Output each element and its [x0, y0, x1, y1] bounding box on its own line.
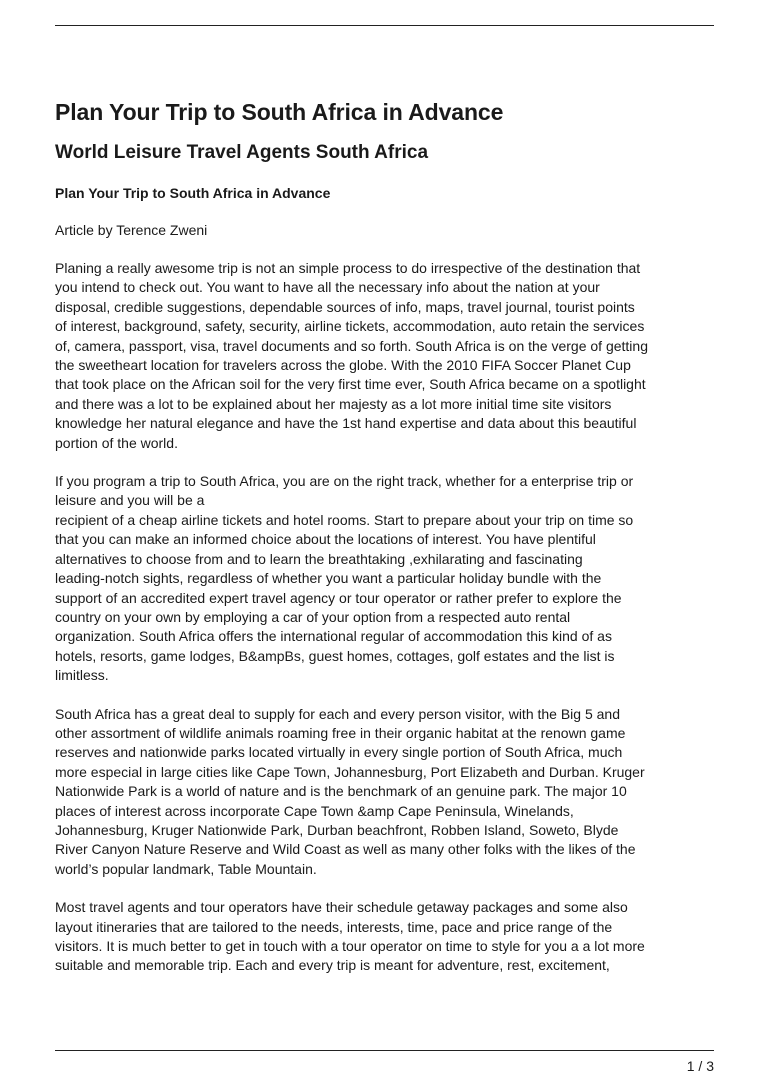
- author-line: Article by Terence Zweni: [55, 222, 208, 238]
- article-heading: Plan Your Trip to South Africa in Advance: [55, 185, 331, 201]
- document-subtitle: World Leisure Travel Agents South Africa: [55, 142, 429, 163]
- page-number: 1 / 3: [686, 1058, 714, 1074]
- document-title: Plan Your Trip to South Africa in Advance: [55, 99, 504, 125]
- document-body: [55, 96, 717, 976]
- top-divider: [55, 25, 714, 26]
- paragraph-2: If you program a trip to South Africa, you are on the right track, whether for a enterprise trip or leisure and you will be a recipient of a cheap airline tickets and hotel rooms. Start to prepare about your trip on time so that you can make an informed choice about the locations of interest. You have plentiful alternatives to choose from and to learn the breathtaking ,exhilarating and fascinating leading-notch sights, regardless of whether you want a particular holiday bundle with the support of an accredited expert travel agency or tour operator or rather prefer to explore the country on your own by employing a car of your option from a respected auto rental organization. South Africa offers the international regular of accommodation this kind of as hotels, resorts, game lodges, B&ampBs, guest homes, cottages, golf estates and the list is limitless.: [55, 473, 634, 684]
- paragraph-1: Planing a really awesome trip is not an simple process to do irrespective of the destination that you intend to check out. You want to have all the necessary info about the nation at your disposal, credible suggestions, dependable sources of info, maps, travel journal, tourist points of interest, background, safety, security, airline tickets, accommodation, auto retain the services of, camera, passport, visa, travel documents and so forth. South Africa is on the verge of getting the sweetheart location for travelers across the globe. With the 2010 FIFA Soccer Planet Cup that took place on the African soil for the very first time ever, South Africa became on a spotlight and there was a lot to be explained about her majesty as a lot more initial time site visitors knowledge her natural elegance and have the 1st hand expertise and data about this beautiful portion of the world.: [55, 260, 648, 451]
- paragraph-4: Most travel agents and tour operators have their schedule getaway packages and some also layout itineraries that are tailored to the needs, interests, time, pace and price range of the visitors. It is much better to get in touch with a tour operator on time to style for you a a lot more suitable and memorable trip. Each and every trip is meant for adventure, rest, excitement,: [55, 899, 645, 974]
- bottom-divider: [55, 1050, 714, 1051]
- paragraph-3: South Africa has a great deal to supply for each and every person visitor, with the Big 5 and other assortment of wildlife animals roaming free in their organic habitat at the renown game reserves and nationwide parks located virtually in every single portion of South Africa, much more especial in large cities like Cape Town, Johannesburg, Port Elizabeth and Durban. Kruger Nationwide Park is a world of nature and is the benchmark of an genuine park. The major 10 places of interest across incorporate Cape Town &amp Cape Peninsula, Winelands, Johannesburg, Kruger Nationwide Park, Durban beachfront, Robben Island, Soweto, Blyde River Canyon Nature Reserve and Wild Coast as well as many other folks with the likes of the world’s popular landmark, Table Mountain.: [55, 705, 645, 877]
